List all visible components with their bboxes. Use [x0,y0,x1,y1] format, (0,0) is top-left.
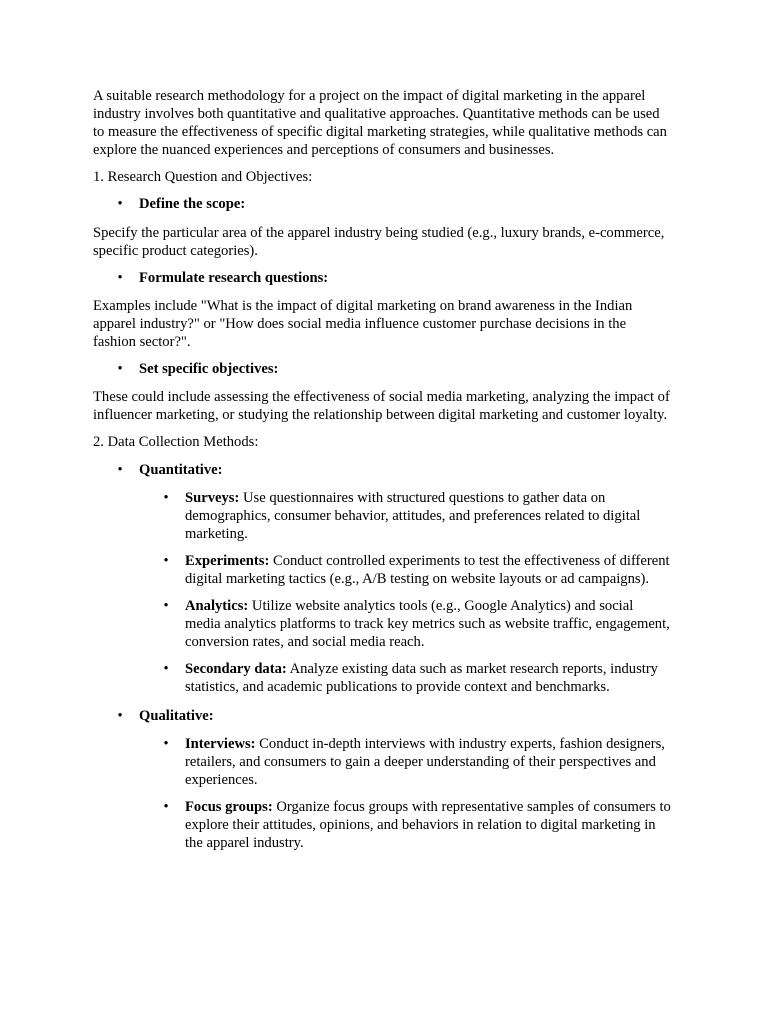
list-item [93,360,671,378]
item-text: Organize focus groups with representative samples of consumers to explore their attitudes, opinions, and behaviors in relation to digital marketing in the apparel industry. [185,798,671,852]
bullet-icon: • [117,269,123,286]
bullet-icon: • [163,552,169,569]
data-collection-list [93,461,671,853]
item-text: Conduct controlled experiments to test the effectiveness of different digital marketing tactics (e.g., A/B testing on website layouts or ad campaigns). [185,552,670,587]
bullet-icon: • [163,735,169,752]
scope-paragraph: Specify the particular area of the apparel industry being studied (e.g., luxury brands, e-commerce, specific product categories). [93,224,665,259]
item-label: Quantitative: [139,461,223,478]
bullet-icon: • [163,798,169,815]
item-text: Analyze existing data such as market research reports, industry statistics, and academic publications to provide context and benchmarks. [185,661,658,696]
bullet-icon: • [117,707,123,724]
bullet-icon: • [163,598,169,615]
research-objectives-list [93,269,671,287]
item-label: Analytics: [185,598,249,615]
item-label: Interviews: [185,735,256,752]
list-item [139,735,671,789]
quantitative-methods-list [139,489,671,697]
list-item [93,195,671,213]
item-label: Qualitative: [139,707,214,724]
qualitative-methods-list [139,735,671,853]
item-label: Define the scope: [139,196,246,213]
objectives-paragraph: These could include assessing the effectiveness of social media marketing, analyzing the impact of influencer marketing, or studying the relationship between digital marketing and customer loyalty. [93,389,670,424]
research-objectives-list [93,195,671,213]
item-label: Focus groups: [185,798,273,815]
document-page [93,87,671,862]
list-item [139,660,671,696]
section-heading-data-collection: 2. Data Collection Methods: [93,434,259,451]
list-item [139,597,671,651]
bullet-icon: • [117,361,123,378]
section-heading-research-questions: 1. Research Question and Objectives: [93,169,313,186]
bullet-icon: • [163,489,169,506]
list-item [139,552,671,588]
item-label: Secondary data: [185,661,287,678]
research-objectives-list [93,360,671,378]
list-item [139,489,671,543]
intro-paragraph: A suitable research methodology for a project on the impact of digital marketing in the apparel industry involves both quantitative and qualitative approaches. Quantitative methods can be used to measure the effectiveness of specific digital marketing strategies, while qualitative methods can explore the nuanced experiences and perceptions of consumers and businesses. [93,88,667,159]
list-item [93,269,671,287]
bullet-icon: • [117,461,123,478]
item-text: Conduct in-depth interviews with industry experts, fashion designers, retailers, and consumers to gain a deeper understanding of their perspectives and experiences. [185,735,665,788]
item-label: Set specific objectives: [139,361,279,378]
list-item-quantitative [93,461,671,697]
research-questions-paragraph: Examples include "What is the impact of digital marketing on brand awareness in the Indian apparel industry?" or "How does social media influence customer purchase decisions in the fashion sector?". [93,297,633,351]
item-label: Formulate research questions: [139,269,329,286]
list-item [139,798,671,852]
bullet-icon: • [117,196,123,213]
item-text: Use questionnaires with structured questions to gather data on demographics, consumer behavior, attitudes, and preferences related to digital marketing. [185,489,641,542]
bullet-icon: • [163,661,169,678]
item-text: Utilize website analytics tools (e.g., Google Analytics) and social media analytics platforms to track key metrics such as website traffic, engagement, conversion rates, and social media reach. [185,598,670,651]
item-label: Surveys: [185,489,240,506]
item-label: Experiments: [185,552,270,569]
list-item-qualitative [93,707,671,853]
